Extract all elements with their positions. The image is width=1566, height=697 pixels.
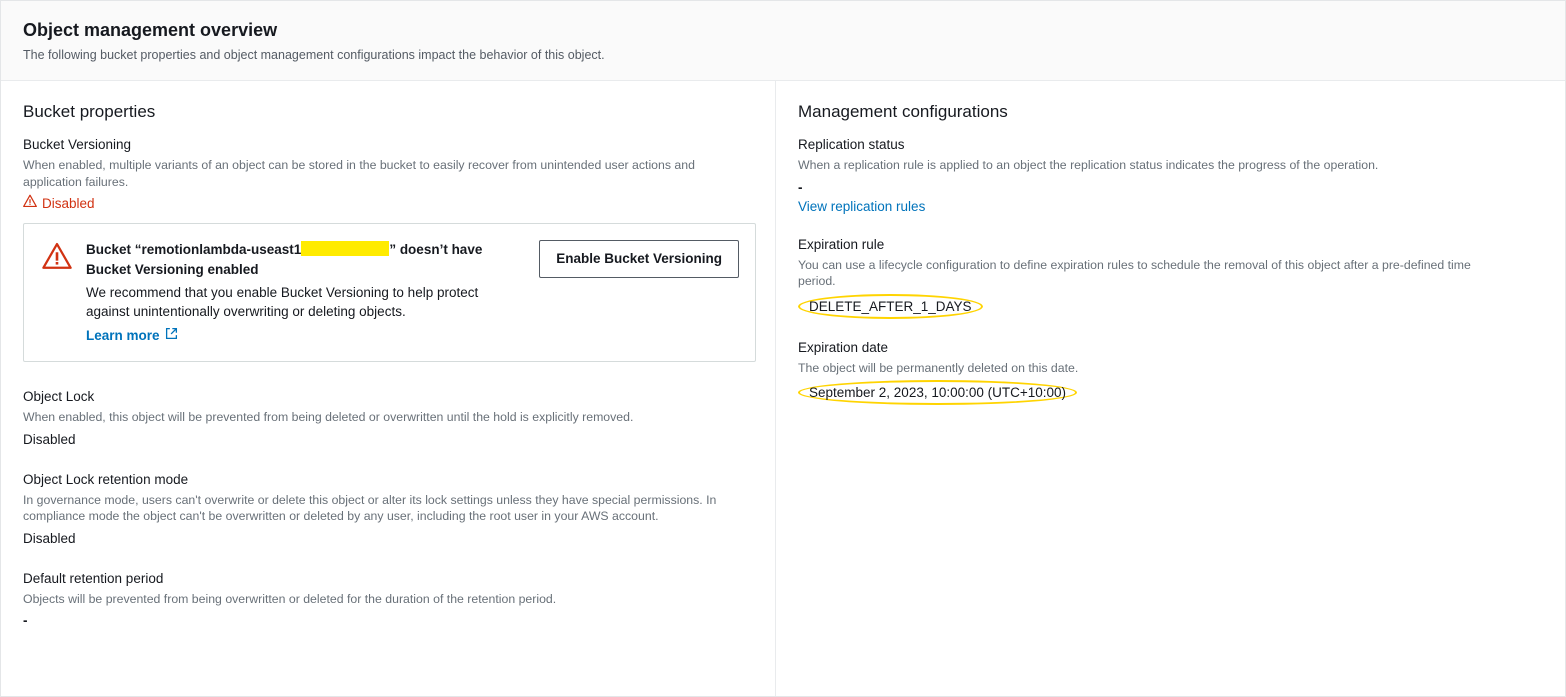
object-lock-retention-mode-description: In governance mode, users can't overwrite or delete this object or alter its lock settings unless they have special permissions. In compliance mode the object can't be overwritten or deleted by any user, including the root user in your AWS account. — [23, 492, 717, 523]
learn-more-link[interactable] — [86, 327, 178, 345]
alert-body — [86, 240, 539, 345]
learn-more-label: Learn more — [86, 328, 160, 343]
field-replication-status — [798, 136, 1543, 216]
expiration-date-label: Expiration date — [798, 339, 889, 355]
object-lock-retention-mode-value: Disabled — [23, 530, 76, 546]
bucket-properties-title: Bucket properties — [23, 102, 156, 121]
field-bucket-versioning — [23, 136, 753, 213]
replication-status-description: When a replication rule is applied to an object the replication status indicates the progress of the operation. — [798, 158, 1379, 172]
bucket-properties-column — [1, 81, 776, 696]
object-lock-description: When enabled, this object will be prevented from being deleted or overwritten until the hold is explicitly removed. — [23, 410, 634, 424]
replication-status-label: Replication status — [798, 137, 905, 152]
expiration-rule-label: Expiration rule — [798, 236, 885, 252]
replication-status-value: - — [798, 179, 803, 195]
field-expiration-rule — [798, 236, 1543, 319]
expiration-date-highlight — [798, 380, 1077, 405]
default-retention-period-value: - — [23, 613, 28, 628]
content-columns — [1, 81, 1565, 696]
view-replication-rules-link[interactable]: View replication rules — [798, 198, 926, 214]
bucket-versioning-status-text: Disabled — [42, 195, 95, 211]
expiration-date-value: September 2, 2023, 10:00:00 (UTC+10:00) — [809, 385, 1067, 400]
management-configurations-column — [776, 81, 1565, 696]
redaction-block — [301, 241, 389, 256]
page-description: The following bucket properties and object management configurations impact the behavior of this object. — [23, 48, 605, 62]
management-configurations-title: Management configurations — [798, 102, 1008, 121]
external-link-icon — [165, 327, 178, 345]
expiration-rule-value: DELETE_AFTER_1_DAYS — [809, 298, 972, 314]
enable-bucket-versioning-button[interactable]: Enable Bucket Versioning — [539, 240, 739, 278]
field-expiration-date — [798, 339, 1543, 406]
field-object-lock-retention-mode — [23, 471, 753, 548]
alert-warning-icon — [42, 242, 72, 275]
object-lock-retention-mode-label: Object Lock retention mode — [23, 471, 189, 487]
warning-icon — [23, 194, 37, 213]
bucket-versioning-label: Bucket Versioning — [23, 137, 132, 152]
object-lock-label: Object Lock — [23, 389, 95, 404]
bucket-versioning-status — [23, 194, 95, 213]
field-default-retention-period — [23, 570, 753, 631]
object-lock-value: Disabled — [23, 431, 76, 447]
alert-title — [86, 240, 506, 280]
expiration-date-description: The object will be permanently deleted on this date. — [798, 360, 1079, 375]
field-object-lock — [23, 388, 753, 449]
expiration-rule-description: You can use a lifecycle configuration to define expiration rules to schedule the removal of this object after a pre-defined time period. — [798, 257, 1471, 288]
bucket-versioning-alert — [23, 223, 756, 362]
page-title: Object management overview — [23, 20, 278, 40]
expiration-rule-highlight — [798, 294, 983, 319]
alert-title-prefix: Bucket “remotionlambda-useast1 — [86, 242, 302, 257]
default-retention-period-description: Objects will be prevented from being overwritten or deleted for the duration of the retention period. — [23, 591, 557, 606]
bucket-versioning-description: When enabled, multiple variants of an object can be stored in the bucket to easily recover from unintended user actions and application failures. — [23, 158, 695, 189]
alert-text: We recommend that you enable Bucket Versioning to help protect against unintentionally overwriting or deleting objects. — [86, 285, 479, 319]
alert-title-suffix: ” doesn’t have Bucket Versioning enabled — [86, 242, 483, 277]
panel-header — [1, 1, 1565, 81]
default-retention-period-label: Default retention period — [23, 570, 164, 586]
